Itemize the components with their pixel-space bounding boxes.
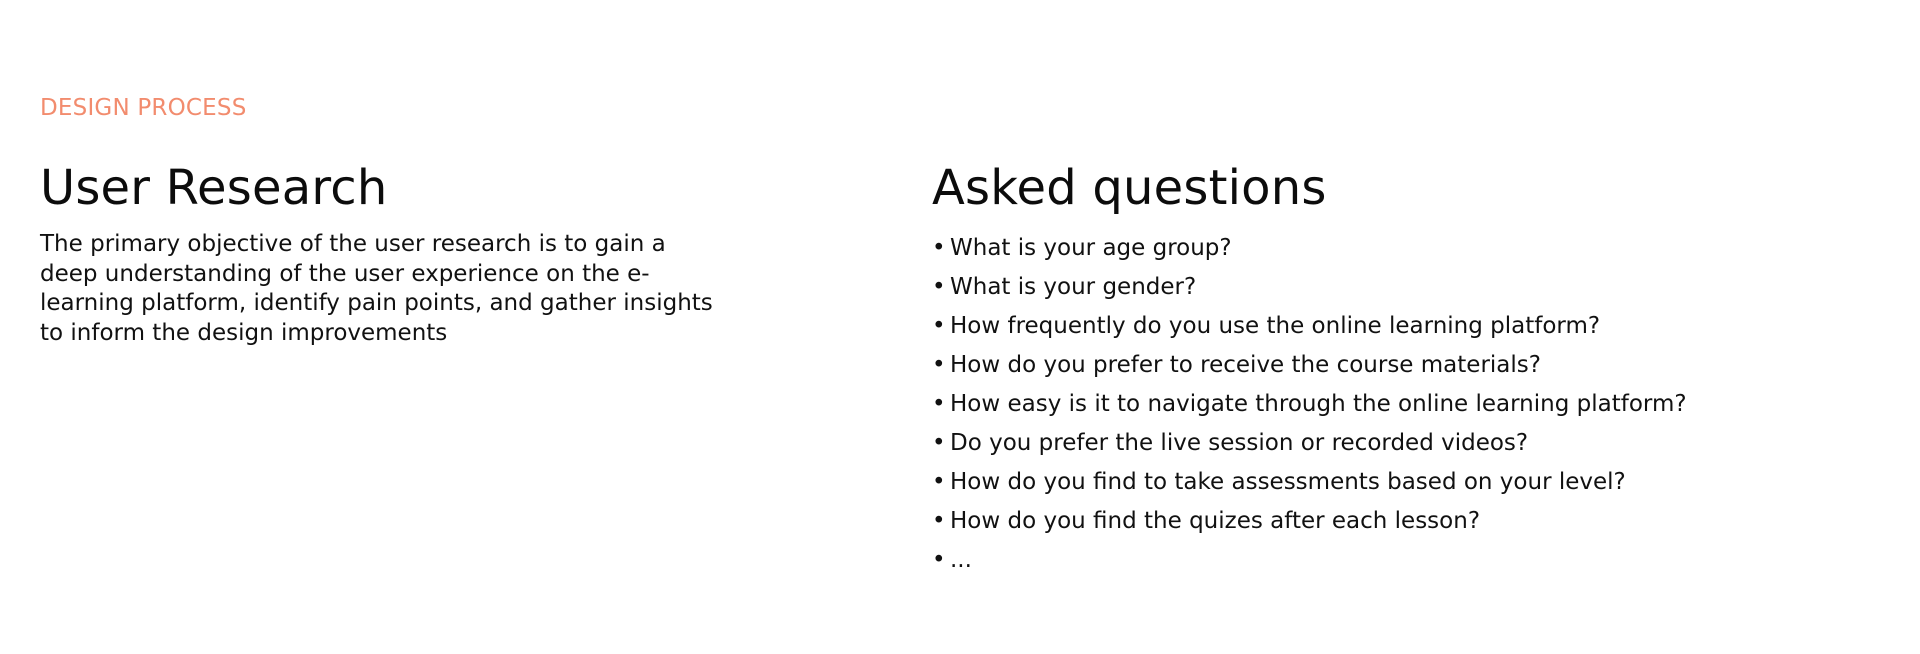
question-text: What is your gender? xyxy=(950,274,1197,300)
question-text: How frequently do you use the online learning platform? xyxy=(950,313,1601,339)
asked-questions-title: Asked questions xyxy=(932,160,1327,216)
list-item xyxy=(932,268,1892,307)
question-text: ... xyxy=(950,547,972,573)
user-research-description: The primary objective of the user research is to gain a deep understanding of the user experience on the e-learning platform, identify pain points, and gather insights to inform the design improvements xyxy=(40,231,713,346)
question-text: Do you prefer the live session or recorded videos? xyxy=(950,430,1529,456)
bullet-icon: • xyxy=(932,508,946,534)
bullet-icon: • xyxy=(932,352,946,378)
user-research-title: User Research xyxy=(40,160,388,216)
bullet-icon: • xyxy=(932,274,946,300)
question-text: How easy is it to navigate through the online learning platform? xyxy=(950,391,1687,417)
questions-list xyxy=(932,229,1892,580)
section-eyebrow: DESIGN PROCESS xyxy=(40,95,247,121)
question-text: How do you find to take assessments based on your level? xyxy=(950,469,1626,495)
bullet-icon: • xyxy=(932,391,946,417)
user-research-column xyxy=(40,156,760,348)
bullet-icon: • xyxy=(932,547,946,573)
list-item xyxy=(932,424,1892,463)
list-item xyxy=(932,346,1892,385)
question-text: How do you prefer to receive the course materials? xyxy=(950,352,1541,378)
list-item xyxy=(932,307,1892,346)
bullet-icon: • xyxy=(932,430,946,456)
bullet-icon: • xyxy=(932,235,946,261)
question-text: What is your age group? xyxy=(950,235,1232,261)
asked-questions-column xyxy=(932,156,1892,580)
list-item xyxy=(932,541,1892,580)
list-item xyxy=(932,463,1892,502)
bullet-icon: • xyxy=(932,313,946,339)
list-item xyxy=(932,502,1892,541)
list-item xyxy=(932,385,1892,424)
question-text: How do you find the quizes after each lesson? xyxy=(950,508,1481,534)
list-item xyxy=(932,229,1892,268)
bullet-icon: • xyxy=(932,469,946,495)
